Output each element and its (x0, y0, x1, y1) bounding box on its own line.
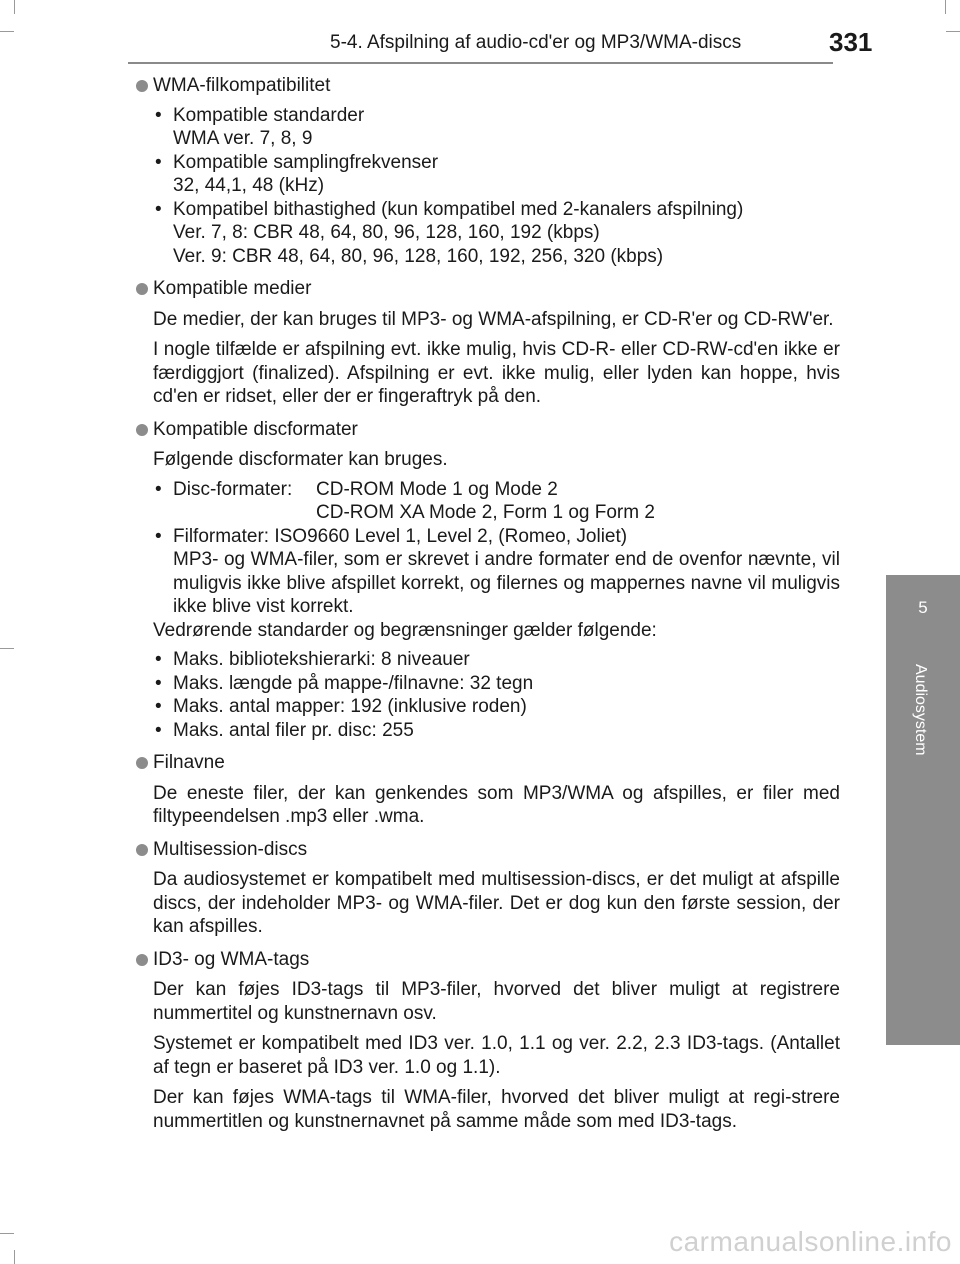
paragraph: Der kan føjes ID3-tags til MP3-filer, hvorved det bliver muligt at registrere nummertitel og kunstnernavn osv. (153, 979, 840, 1024)
crop-mark (0, 31, 14, 32)
crop-mark (0, 648, 14, 649)
chapter-label: Audiosystem (912, 664, 929, 756)
watermark: carmanualsonline.info (669, 1226, 952, 1257)
section-heading: Kompatible discformater (128, 418, 840, 442)
section-filenames (128, 751, 840, 829)
header-divider (128, 62, 833, 64)
section-bullet-icon (136, 954, 148, 966)
disc-format-value: CD-ROM XA Mode 2, Form 1 og Form 2 (316, 502, 655, 523)
bullet-icon: • (155, 198, 162, 220)
section-bullet-icon (136, 844, 148, 856)
limits-intro: Vedrørende standarder og begrænsninger gælder følgende: (153, 619, 657, 641)
bullet-icon: • (155, 525, 162, 547)
crop-mark (14, 0, 15, 14)
section-heading: Filnavne (128, 751, 840, 775)
crop-mark (945, 0, 946, 14)
section-bullet-icon (136, 80, 148, 92)
section-compatible-media (128, 277, 840, 409)
paragraph: Der kan føjes WMA-tags til WMA-filer, hvorved det bliver muligt at regi-strere nummertitlen og kunstnernavnet på samme måde som med ID3-tags. (153, 1087, 840, 1132)
chapter-number: 5 (918, 598, 928, 617)
list-item: • Maks. bibliotekshierarki: 8 niveauer (155, 649, 470, 670)
section-heading: Multisession-discs (128, 838, 840, 862)
paragraph: De eneste filer, der kan genkendes som MP3/WMA og afspilles, er filer med filtypeendelsen .mp3 eller .wma. (153, 782, 840, 827)
bullet-icon: • (155, 696, 162, 717)
paragraph: Da audiosystemet er kompatibelt med multisession-discs, er det muligt at afspille discs, der indeholder MP3- og WMA-filer. Det er dog kun den første session, der kan afspilles. (153, 869, 840, 937)
paragraph: De medier, der kan bruges til MP3- og WMA-afspilning, er CD-R'er og CD-RW'er. (153, 308, 834, 330)
list-item: • Maks. antal filer pr. disc: 255 (155, 719, 414, 741)
list-item: • Maks. længde på mappe-/filnavne: 32 tegn (155, 672, 534, 694)
page-header-title: 5-4. Afspilning af audio-cd'er og MP3/WMA-discs (330, 32, 742, 53)
chapter-side-tab (886, 575, 960, 1045)
crop-mark (946, 31, 960, 32)
section-id3-wma-tags (128, 948, 840, 1134)
page-number: 331 (829, 27, 873, 57)
section-heading: Kompatible medier (128, 277, 840, 301)
list-item: • Kompatible samplingfrekvenser 32, 44,1, 48 (kHz) (155, 151, 439, 196)
bullet-icon: • (155, 649, 162, 670)
list-item (153, 478, 840, 525)
list-item: • Kompatibel bithastighed (kun kompatibel med 2-kanalers afspilning) Ver. 7, 8: CBR 48, 64, 80, 96, 128, 160, 192 (kbps) Ver. 9: CBR 48, 64, 80, 96, 128, 160, 192, 256, 320 (kbps) (155, 198, 744, 267)
paragraph: I nogle tilfælde er afspilning evt. ikke mulig, hvis CD-R- eller CD-RW-cd'en ikke er færdiggjort (finalized). Afspilning er evt. ikke mulig, eller lyden kan hoppe, hvis cd'en er ridset, eller der er fingeraftryk på den. (153, 339, 840, 407)
format-list (153, 478, 840, 619)
section-bullet-icon (136, 283, 148, 295)
bullet-icon: • (155, 478, 162, 500)
section-heading: ID3- og WMA-tags (128, 948, 840, 972)
list-item: • Maks. antal mapper: 192 (inklusive roden) (155, 696, 527, 717)
wma-list (153, 104, 840, 269)
section-disc-formats (128, 418, 840, 743)
crop-mark (14, 1250, 15, 1264)
paragraph: Følgende discformater kan bruges. (153, 449, 448, 470)
section-heading: WMA-filkompatibilitet (128, 74, 840, 98)
disc-format-value: CD-ROM Mode 1 og Mode 2 (316, 478, 558, 500)
bullet-icon: • (155, 151, 162, 173)
page-content (128, 74, 840, 1142)
section-wma-compatibility (128, 74, 840, 268)
section-bullet-icon (136, 757, 148, 769)
crop-mark (0, 1233, 14, 1234)
section-multisession (128, 838, 840, 939)
bullet-icon: • (155, 104, 162, 126)
bullet-icon: • (155, 719, 162, 741)
list-item: • Filformater: ISO9660 Level 1, Level 2, (Romeo, Joliet) MP3- og WMA-filer, som er skrevet i andre formater end de ovenfor nævnte, vil muligvis ikke blive afspillet korrekt, og filernes og mappernes navne vil muligvis ikke blive vist korrekt. (155, 525, 840, 617)
section-bullet-icon (136, 424, 148, 436)
limits-list (153, 648, 840, 742)
paragraph: Systemet er kompatibelt med ID3 ver. 1.0, 1.1 og ver. 2.2, 2.3 ID3-tags. (Antallet af tegn er baseret på ID3 ver. 1.0 og 1.1). (153, 1033, 840, 1078)
bullet-icon: • (155, 672, 162, 694)
list-item: • Kompatible standarder WMA ver. 7, 8, 9 (155, 104, 365, 149)
disc-format-label: Disc-formater: (173, 478, 293, 500)
